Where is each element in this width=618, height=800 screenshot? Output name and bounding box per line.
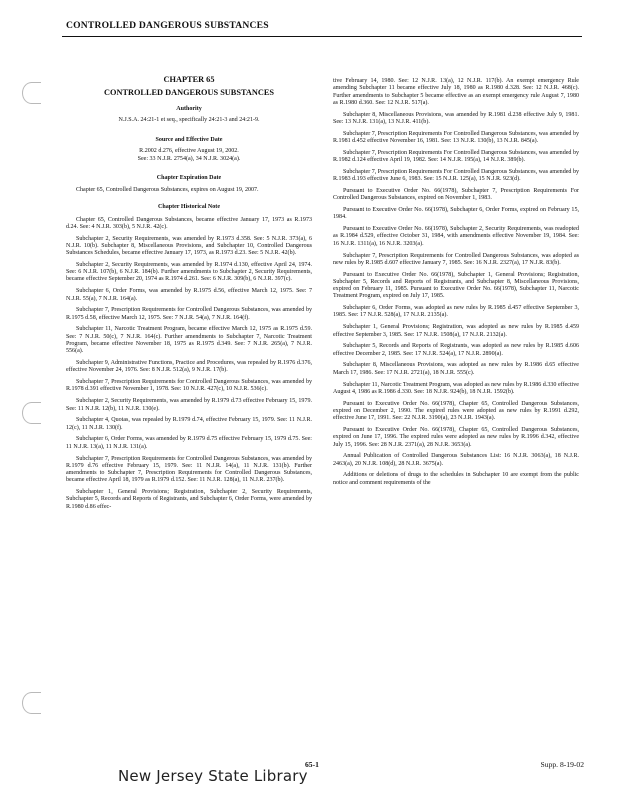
- history-paragraph: Subchapter 6, Order Forms, was amended by R.1979 d.75 effective February 15, 1979 d.75. See: 11 N.J.R. 13(a), 11 N.J.R. 131(a).: [66, 436, 312, 450]
- page-folio: 65-1: [305, 760, 319, 769]
- history-paragraph: Subchapter 6, Order Forms, was amended by R.1975 d.56, effective March 12, 1975. See: 7 N.J.R. 55(a), 7 N.J.R. 164(a).: [66, 288, 312, 302]
- history-paragraph: Subchapter 7, Prescription Requirements For Controlled Dangerous Substances, was amended by R.1983 d.193 effective June 6, 1983. See: 15 N.J.R. 125(a), 15 N.J.R. 923(d).: [333, 168, 579, 183]
- history-paragraph: Pursuant to Executive Order No. 66(1978), Subchapter 6, Order Forms, expired on February 15, 1984.: [333, 207, 579, 221]
- history-paragraph: Subchapter 7, Prescription Requirements for Controlled Dangerous Substances, was amended by R.1978 d.391 effective November 1, 1978. See: 10 N.J.R. 427(c), 10 N.J.R. 536(c).: [66, 379, 312, 393]
- running-head: CONTROLLED DANGEROUS SUBSTANCES: [66, 20, 269, 31]
- history-heading: Chapter Historical Note: [157, 204, 221, 211]
- history-paragraph: Pursuant to Executive Order No. 66(1978), Subchapter 7, Prescription Requirements For Controlled Dangerous Substances, expired on November 1, 1983.: [333, 187, 579, 202]
- punch-hole-bottom: [22, 692, 41, 714]
- history-paragraph: Chapter 65, Controlled Dangerous Substances, became effective January 17, 1973 as R.1973 d.24. See: 4 N.J.R. 303(b), 5 N.J.R. 42(c).: [66, 216, 312, 230]
- history-paragraph: Subchapter 7, Prescription Requirements for Controlled Dangerous Substances, was amended by R.1979 d.76 effective February 15, 1979. See: 11 N.J.R. 14(a), 11 N.J.R. 131(b). Further amendments to Subchapter 7, Prescription Requirements for Controlled Dangerous Substances, became effective April 18, 1979 as R.1979 d.152. See: 11 N.J.R. 128(a), 11 N.J.R. 237(b).: [66, 455, 312, 484]
- history-paragraph: Pursuant to Executive Order No. 66(1978), Chapter 65, Controlled Dangerous Substances, expired on December 2, 1990. The expired rules were adopted as new rules by R.1991 d.292, effective June 17, 1991. See: 22 N.J.R. 3190(a), 23 N.J.R. 1943(a).: [333, 400, 579, 422]
- source-line-2: See: 33 N.J.R. 2754(a), 34 N.J.R. 3024(a).: [137, 155, 241, 162]
- library-stamp: New Jersey State Library: [118, 767, 308, 785]
- expiration-text: Chapter 65, Controlled Dangerous Substances, expires on August 19, 2007.: [76, 187, 259, 193]
- history-paragraph: Subchapter 5, Records and Reports of Registrants, was adopted as new rules by R.1985 d.606 effective December 2, 1985. See: 17 N.J.R. 524(a), 17 N.J.R. 2890(a).: [333, 343, 579, 357]
- authority-text: N.J.S.A. 24:21-1 et seq., specifically 24:21-3 and 24:21-9.: [118, 116, 260, 123]
- right-column: [333, 78, 579, 492]
- punch-hole-middle: [22, 402, 41, 424]
- history-paragraph: Subchapter 1, General Provisions; Registration, Subchapter 2, Security Requirements, Subchapter 5, Records and Reports of Registrants, and Subchapter 6, Order Forms, were amended by R.1980 d.86 effec-: [66, 489, 312, 510]
- history-paragraph: Subchapter 11, Narcotic Treatment Program, was adopted as new rules by R.1986 d.330 effective August 4, 1986 as R.1986 d.330. See: 18 N.J.R. 924(b), 18 N.J.R. 1592(b).: [333, 381, 579, 395]
- history-paragraph: Subchapter 8, Miscellaneous Provisions, was adopted as new rules by R.1986 d.65 effective March 17, 1986. See: 17 N.J.R. 2721(a), 18 N.J.R. 555(c).: [333, 362, 579, 376]
- history-paragraph: Subchapter 8, Miscellaneous Provisions, was amended by R.1981 d.238 effective July 9, 1981. See: 13 N.J.R. 131(a), 13 N.J.R. 411(b).: [333, 111, 579, 125]
- history-paragraph: Subchapter 11, Narcotic Treatment Program, became effective March 12, 1975 as R.1975 d.59. See: 7 N.J.R. 50(c), 7 N.J.R. 164(c). Further amendments to Subchapter 7, Narcotic Treatment Program, became effective November 18, 1975 as R.1975 d.349. See: 7 N.J.R. 265(a), 7 N.J.R. 556(a).: [66, 326, 312, 355]
- history-paragraph: Subchapter 7, Prescription Requirements for Controlled Dangerous Substances, was amended by R.1975 d.58, effective March 12, 1975. See: 7 N.J.R. 54(a), 7 N.J.R. 164(f).: [66, 307, 312, 321]
- authority-heading: Authority: [176, 105, 202, 112]
- chapter-title: CONTROLLED DANGEROUS SUBSTANCES: [104, 88, 274, 98]
- history-paragraph: Pursuant to Executive Order No. 66(1978), Chapter 65, Controlled Dangerous Substances, expired on June 17, 1996. The expired rules were adopted as new rules by R.1996 d.342, effective July 15, 1996. See: 28 N.J.R. 2371(a), 28 N.J.R. 3653(a).: [333, 427, 579, 448]
- source-line-1: R.2002 d.276, effective August 19, 2002.: [139, 148, 239, 155]
- history-paragraph: Subchapter 9, Administrative Functions, Practice and Procedures, was repealed by R.1976 d.376, effective November 24, 1976. See: 8 N.J.R. 512(a), 9 N.J.R. 17(b).: [66, 360, 312, 374]
- left-column: [66, 76, 312, 515]
- history-paragraph: Pursuant to Executive Order No. 66(1978), Subchapter 1, General Provisions; Registration, Subchapter 5, Records and Reports of Registrants, and Subchapter 8, Miscellaneous Provisions, expired on February 11, 1985. Pursuant to Executive Order No. 66(1978), Subchapter 11, Narcotic Treatment Program, expired on July 17, 1985.: [333, 271, 579, 300]
- history-paragraph: Subchapter 4, Quotas, was repealed by R.1979 d.74, effective February 15, 1979. See: 11 N.J.R. 12(c), 11 N.J.R. 130(f).: [66, 417, 312, 431]
- history-paragraphs-left: [66, 217, 312, 511]
- history-paragraph: Subchapter 7, Prescription Requirements for Controlled Dangerous Substances, was adopted as new rules by R.1985 d.607 effective January 7, 1985. See: 16 N.J.R. 2327(a), 17 N.J.R. 83(b).: [333, 252, 579, 266]
- source-heading: Source and Effective Date: [155, 137, 223, 143]
- history-paragraph: Annual Publication of Controlled Dangerous Substances List: 16 N.J.R. 3063(a), 18 N.J.R. 2463(a), 20 N.J.R. 108(d), 28 N.J.R. 3675(a).: [333, 453, 579, 467]
- history-paragraph-continued: tive February 14, 1980. See: 12 N.J.R. 13(a), 12 N.J.R. 117(b). An exempt emergency Rule amending Subchapter 11 became effective July 18, 1980 as R.1980 d.328. See: 12 N.J.R. 468(c). Further amendments to Subchapter 5 became effective as an exempt emergency rule August 7, 1980 as R.1980 d.360. See: 12 N.J.R. 517(a).: [333, 78, 579, 106]
- supplement-date: Supp. 8-19-02: [540, 760, 584, 769]
- expiration-heading: Chapter Expiration Date: [156, 174, 222, 181]
- history-paragraph: Additions or deletions of drugs to the schedules in Subchapter 10 are exempt from the public notice and comment requirements of the: [333, 472, 579, 486]
- history-paragraph: Subchapter 2, Security Requirements, was amended by R.1973 d.358. See: 5 N.J.R. 373(a), 6 N.J.R. 10(b). Subchapter 8, Miscellaneous Provisions, and Subchapter 10, Controlled Dangerous Substances Schedules, became effective January 17, 1973, as R.1973 d.23. See: 5 N.J.R. 42(b).: [66, 235, 312, 257]
- chapter-number: CHAPTER 65: [163, 75, 215, 84]
- history-paragraph: Subchapter 7, Prescription Requirements For Controlled Dangerous Substances, was amended by R.1982 d.124 effective April 19, 1982. See: 14 N.J.R. 195(a), 14 N.J.R. 389(b).: [333, 149, 579, 164]
- history-paragraph: Subchapter 2, Security Requirements, was amended by R.1979 d.73 effective February 15, 1979. See: 11 N.J.R. 12(b), 11 N.J.R. 130(e).: [66, 398, 312, 412]
- history-paragraph: Pursuant to Executive Order No. 66(1978), Subchapter 2, Security Requirements, was readopted as R.1984 d.529, effective October 31, 1984, with amendments effective November 19, 1984. See: 16 N.J.R. 1311(a), 16 N.J.R. 3203(a).: [333, 226, 579, 247]
- header-rule: [62, 36, 582, 37]
- punch-hole-top: [22, 82, 41, 104]
- history-paragraph: Subchapter 2, Security Requirements, was amended by R.1974 d.130, effective April 24, 1974. See: 6 N.J.R. 107(b), 6 N.J.R. 184(b). Further amendments to Subchapter 2, Security Requirements, became effective September 20, 1974 as R.1974 d.261. See: 6 N.J.R. 309(b), 6 N.J.R. 397(c).: [66, 261, 312, 283]
- history-paragraph: Subchapter 6, Order Forms, was adopted as new rules by R.1985 d.457 effective September 3, 1985. See: 17 N.J.R. 528(a), 17 N.J.R. 2135(a).: [333, 305, 579, 319]
- history-paragraph: Subchapter 1, General Provisions; Registration, was adopted as new rules by R.1985 d.459 effective September 3, 1985. See: 17 N.J.R. 1508(a), 17 N.J.R. 2132(a).: [333, 324, 579, 338]
- history-paragraph: Subchapter 7, Prescription Requirements For Controlled Dangerous Substances, was amended by R.1981 d.452 effective November 16, 1981. See: 13 N.J.R. 130(b), 13 N.J.R. 845(a).: [333, 130, 579, 144]
